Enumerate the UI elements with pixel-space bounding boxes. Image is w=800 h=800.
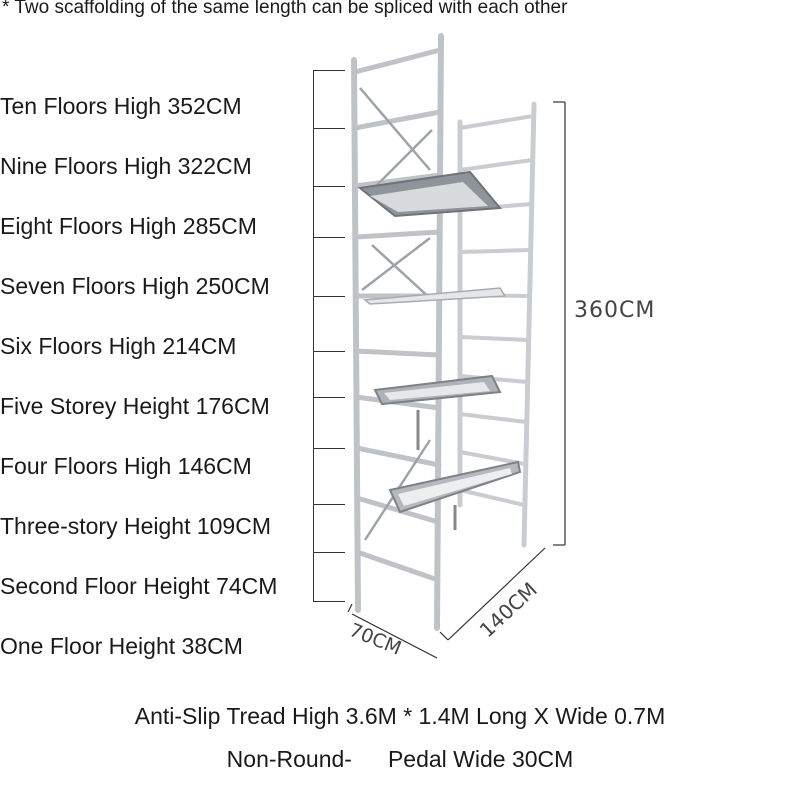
- floor-label-3: Three-story Height 109CM: [0, 513, 271, 539]
- spec-size-text: Anti-Slip Tread High 3.6M * 1.4M Long X Wide 0.7M: [134, 703, 666, 729]
- floor-label-9: Nine Floors High 322CM: [0, 153, 252, 179]
- splice-note: * Two scaffolding of the same length can be spliced with each other: [2, 0, 568, 18]
- floor-label-1: One Floor Height 38CM: [0, 633, 243, 659]
- height-label: 360CM: [574, 298, 656, 323]
- floor-label-6: Six Floors High 214CM: [0, 333, 237, 359]
- spec-line-2: [0, 746, 800, 773]
- floor-label-2: Second Floor Height 74CM: [0, 573, 278, 599]
- width-label: 70CM: [346, 619, 405, 660]
- floor-label-8: Eight Floors High 285CM: [0, 213, 257, 239]
- height-dimension: [553, 102, 565, 545]
- width-label-group: [346, 619, 404, 660]
- spec-line-1: [0, 703, 800, 730]
- scaffold-braces: [360, 88, 432, 540]
- floor-label-5: Five Storey Height 176CM: [0, 393, 270, 419]
- scaffold-front-frame: [354, 36, 441, 628]
- floor-label-4: Four Floors High 146CM: [0, 453, 252, 479]
- spec-pedal-text: Pedal Wide 30CM: [387, 746, 574, 772]
- floor-label-10: Ten Floors High 352CM: [0, 93, 242, 119]
- length-label-group: [475, 577, 542, 642]
- spec-round-text: Non-Round-: [226, 746, 352, 772]
- floor-label-7: Seven Floors High 250CM: [0, 273, 270, 299]
- length-label: 140CM: [474, 577, 542, 643]
